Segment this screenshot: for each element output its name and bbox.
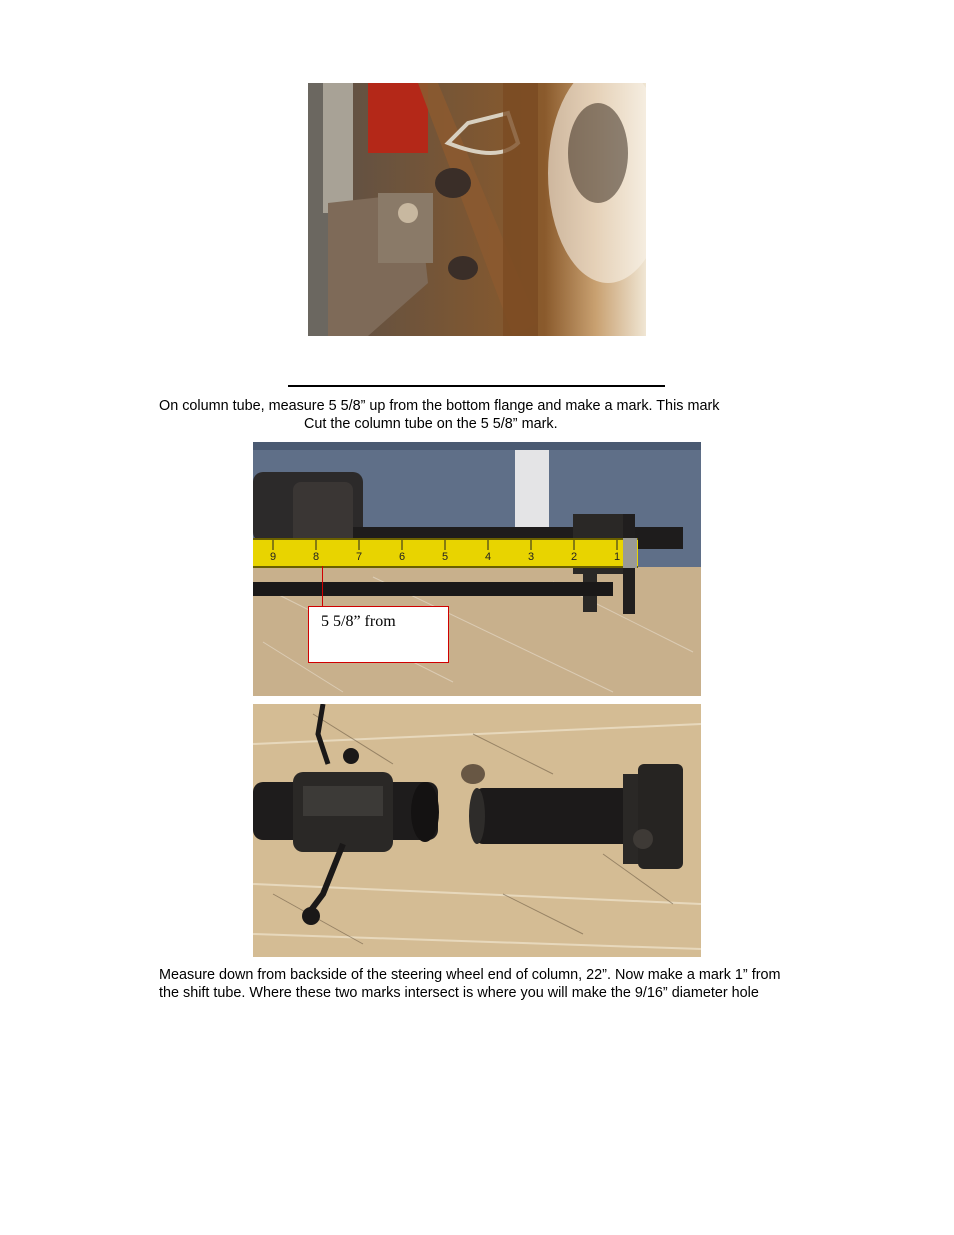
- tape-number-8: 8: [312, 551, 320, 563]
- tape-number-7: 7: [355, 551, 363, 563]
- tape-number-4: 4: [484, 551, 492, 563]
- instruction-line-4: the shift tube. Where these two marks intersect is where you will make the 9/16” diameter hole: [159, 985, 759, 1001]
- instruction-line-3: Measure down from backside of the steering wheel end of column, 22”. Now make a mark 1” from: [159, 967, 781, 983]
- measurement-callout: [308, 606, 449, 663]
- engine-steering-box-photo: [308, 83, 646, 336]
- tape-number-5: 5: [441, 551, 449, 563]
- section-divider: [288, 385, 665, 387]
- callout-text: 5 5/8” from: [321, 613, 396, 630]
- instruction-line-1: On column tube, measure 5 5/8” up from the bottom flange and make a mark. This mark: [159, 398, 720, 414]
- tape-number-9: 9: [269, 551, 277, 563]
- tape-number-2: 2: [570, 551, 578, 563]
- instruction-line-2: Cut the column tube on the 5 5/8” mark.: [304, 416, 558, 432]
- tape-number-3: 3: [527, 551, 535, 563]
- tape-number-6: 6: [398, 551, 406, 563]
- callout-pointer-line: [322, 566, 323, 607]
- cut-column-tube-photo: [253, 704, 701, 957]
- tape-number-1: 1: [613, 551, 621, 563]
